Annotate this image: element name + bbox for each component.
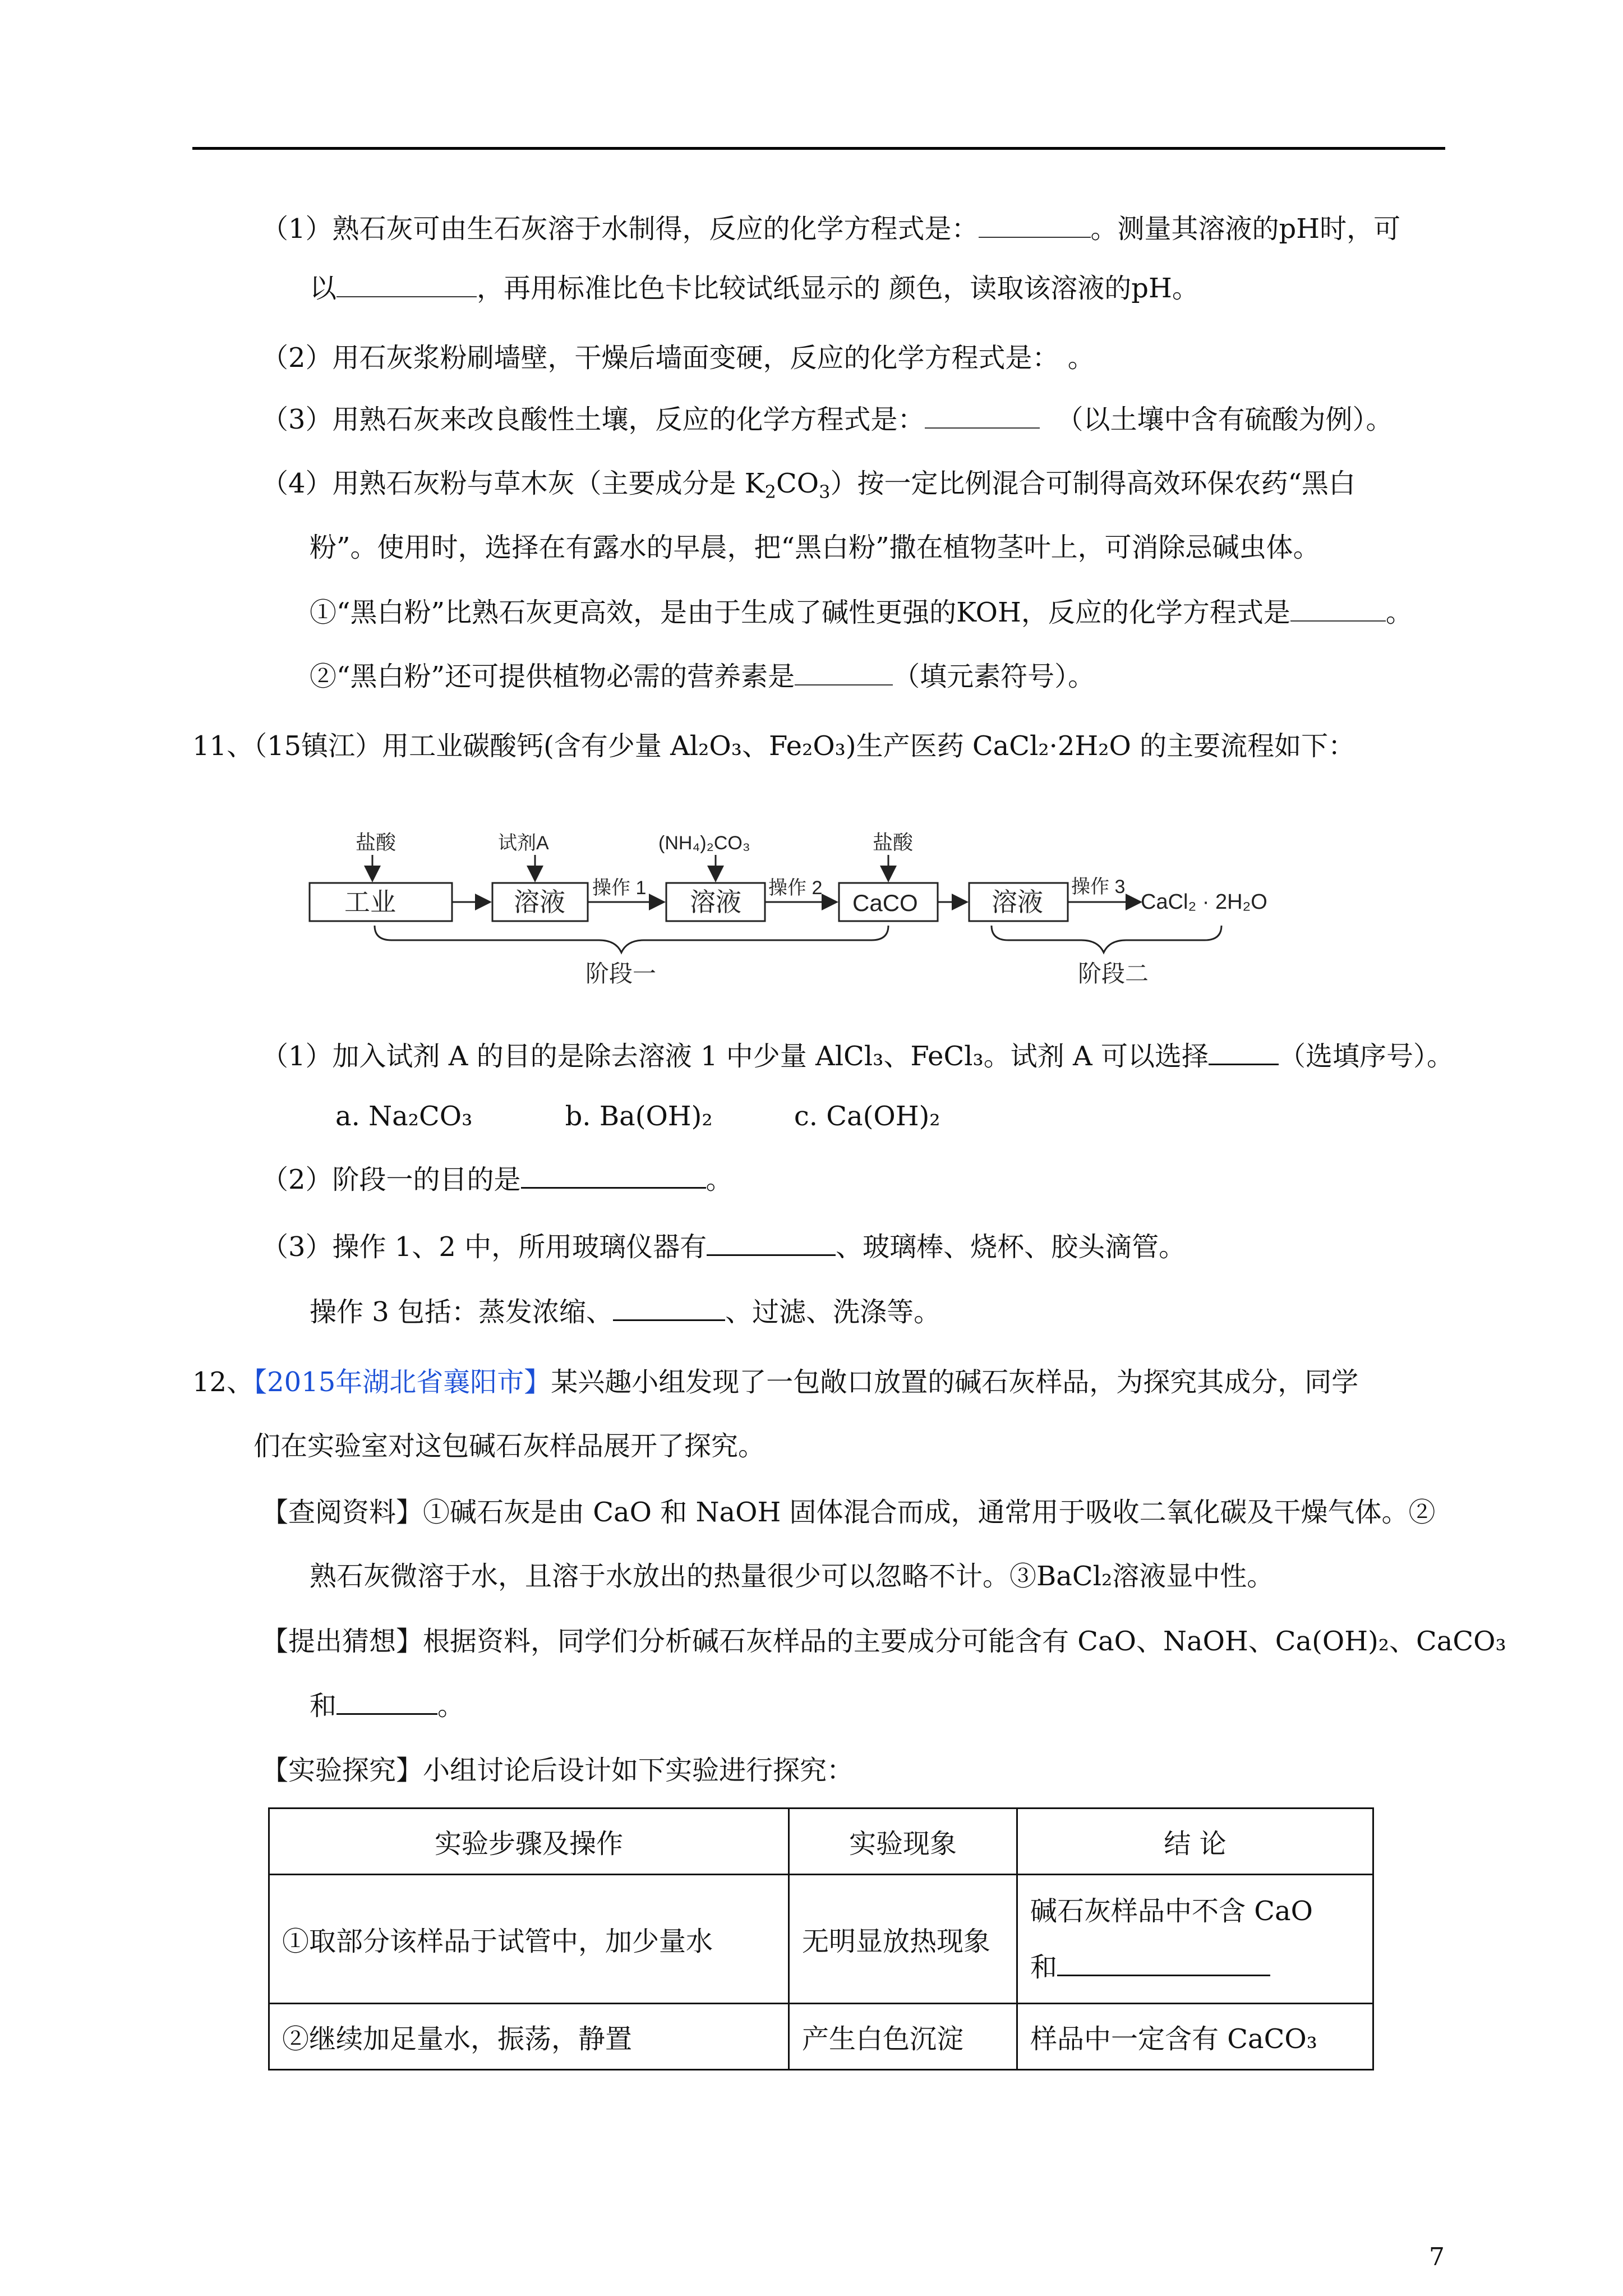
header-conclusion: 结 论 [1017,1809,1373,1875]
source-link[interactable]: 【2015年湖北省襄阳市】 [253,1366,551,1398]
q12-reference-cont: 熟石灰微溶于水，且溶于水放出的热量很少可以忽略不计。③BaCl₂溶液显中性。 [310,1561,1274,1592]
flow-box-label: 溶液 [514,887,565,917]
q11-s2: （2）阶段一的目的是 。 [261,1162,733,1197]
answer-blank[interactable] [1209,1039,1279,1065]
q11-s1: （1）加入试剂 A 的目的是除去溶液 1 中少量 AlCl₃、FeCl₃。试剂 A 可以选择 （选填序号）。 [261,1039,1454,1073]
table-row [269,2004,1373,2070]
table-cell: 无明显放热现象 [789,1875,1017,2004]
q11-title: 11、（15镇江）用工业碳酸钙(含有少量 Al₂O₃、Fe₂O₃)生产医药 CaCl₂·2H₂O 的主要流程如下： [192,730,1355,762]
q10-p4-ii: ②“黑白粉”还可提供植物必需的营养素是 （填元素符号）。 [310,661,1095,692]
q10-p1: （1）熟石灰可由生石灰溶于水制得，反应的化学方程式是： 。测量其溶液的pH时，可 [261,213,1401,245]
q10-p3: （3）用熟石灰来改良酸性土壤，反应的化学方程式是： （以土壤中含有硫酸为例）。 [261,404,1393,435]
q10-p1-cont: 以 ，再用标准比色卡比较试纸显示的 颜色，读取该溶液的pH。 [310,273,1199,304]
answer-blank[interactable] [521,1162,706,1189]
stage-label: 阶段二 [1078,960,1149,987]
q12-hypothesis-cont: 和 。 [310,1688,464,1723]
header-step: 实验步骤及操作 [269,1809,789,1875]
table-header-row [269,1809,1373,1875]
q10-p4: （4）用熟石灰粉与草木灰（主要成分是 $K_2CO_3$）按一定比例混合可制得高效环保农药“黑白 [261,468,1356,503]
q10-p4-i: ①“黑白粉”比熟石灰更高效，是由于生成了碱性更强的KOH，反应的化学方程式是 。 [310,597,1413,628]
experiment-table [268,1807,1374,2070]
flow-box-label: 工业 [344,887,396,917]
header-phenomenon: 实验现象 [789,1809,1017,1875]
q12-intro-cont: 们在实验室对这包碱石灰样品展开了探究。 [253,1430,766,1462]
option-c[interactable]: c. Ca(OH)₂ [794,1101,940,1132]
q12-hypothesis: 【提出猜想】根据资料，同学们分析碱石灰样品的主要成分可能含有 CaO、NaOH、Ca(OH)₂、CaCO₃ [261,1626,1506,1657]
q11-options [335,1099,940,1133]
op-label: 操作 1 [592,877,647,899]
option-a[interactable]: a. Na₂CO₃ [335,1101,473,1132]
answer-blank[interactable] [925,403,1040,429]
op-label: 操作 2 [768,877,823,899]
reagent-label: 试剂A [498,832,549,854]
table-cell [1017,1875,1373,2004]
answer-blank[interactable] [1057,1952,1270,1976]
q12-experiment: 【实验探究】小组讨论后设计如下实验进行探究： [261,1755,854,1786]
conclusion-text-2: 和 [1030,1950,1360,1984]
q10-p4-cont: 粉”。使用时，选择在有露水的早晨，把“黑白粉”撒在植物茎叶上，可消除忌碱虫体。 [310,532,1320,563]
answer-blank[interactable] [336,1688,437,1715]
table-cell: ①取部分该样品于试管中，加少量水 [269,1875,789,2004]
reagent-label: (NH₄)₂CO₃ [658,832,750,854]
flow-box-label: CaCO [852,890,918,916]
answer-blank[interactable] [795,660,893,685]
table-cell: ②继续加足量水，振荡，静置 [269,2004,789,2070]
q11-s4: 操作 3 包括：蒸发浓缩、 、过滤、洗涤等。 [310,1295,940,1329]
flow-product: CaCl₂ · 2H₂O [1141,890,1267,914]
process-flow-diagram [307,830,1278,993]
stage2-brace [992,926,1221,953]
answer-blank[interactable] [707,1230,836,1256]
flow-box-label: 溶液 [992,887,1043,917]
flow-box-label: 溶液 [690,887,741,917]
reagent-label: 盐酸 [873,831,914,854]
table-cell: 产生白色沉淀 [789,2004,1017,2070]
answer-blank[interactable] [1290,596,1386,622]
table-cell: 样品中一定含有 CaCO₃ [1017,2004,1373,2070]
header-rule [192,147,1445,150]
answer-blank[interactable] [979,212,1091,238]
conclusion-text: 碱石灰样品中不含 CaO [1030,1895,1313,1927]
stage-label: 阶段一 [585,960,657,987]
page-number: 7 [1429,2243,1445,2271]
q10-p2: （2）用石灰浆粉刷墙壁，干燥后墙面变硬，反应的化学方程式是： 。 [261,342,1095,374]
op-label: 操作 3 [1071,876,1126,898]
table-row [269,1875,1373,2004]
answer-blank[interactable] [336,272,477,297]
option-b[interactable]: b. Ba(OH)₂ [565,1101,713,1132]
answer-blank[interactable] [613,1295,725,1321]
stage1-brace [375,926,888,953]
q12-intro: 12、【2015年湖北省襄阳市】某兴趣小组发现了一包敞口放置的碱石灰样品，为探究其成分，同学 [192,1366,1359,1398]
q11-s3: （3）操作 1、2 中，所用玻璃仪器有 、玻璃棒、烧杯、胶头滴管。 [261,1230,1186,1264]
reagent-label: 盐酸 [356,831,396,854]
q12-reference: 【查阅资料】①碱石灰是由 CaO 和 NaOH 固体混合而成，通常用于吸收二氧化碳及干燥气体。② [261,1497,1436,1528]
